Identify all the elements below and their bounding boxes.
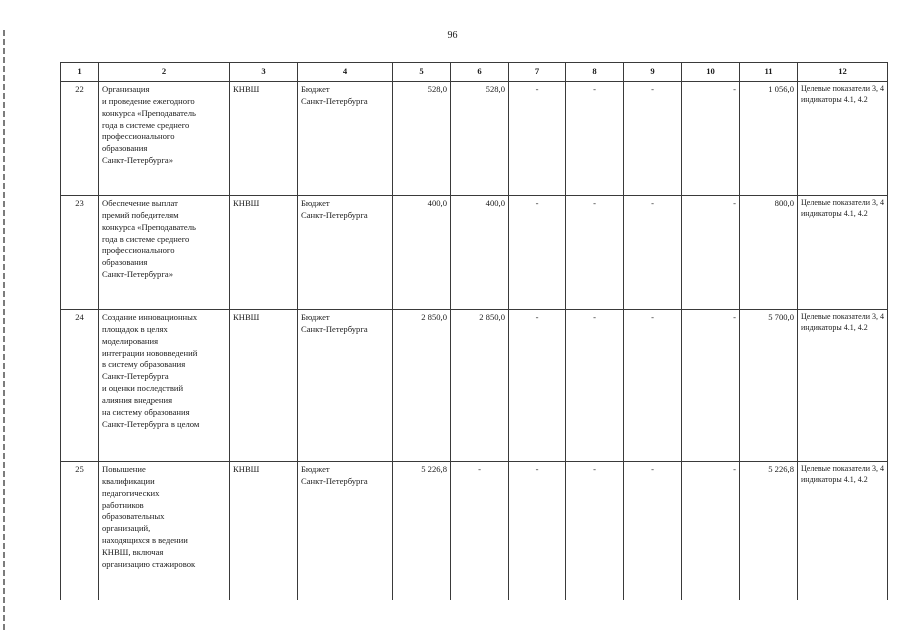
executor: КНВШ [230,310,298,462]
program-activities-table [60,62,888,600]
total-value: 5 226,8 [740,462,798,600]
value-col-9: - [624,462,682,600]
column-header: 3 [230,63,298,82]
value-col-10: - [682,82,740,196]
table-row [61,310,888,462]
value-col-10: - [682,310,740,462]
funding-source-line: Бюджет [301,84,330,94]
funding-source-line: Санкт-Петербурга [301,475,368,486]
value-col-8: - [566,196,624,310]
column-number-header-row [61,63,888,82]
activity-name-line: Организация [102,84,150,94]
value-col-5: 400,0 [393,196,451,310]
activity-name-line: Повышение [102,464,146,474]
activity-name-line: в систему образования [102,359,186,370]
table-row [61,462,888,600]
funding-source [298,462,393,600]
total-value: 1 056,0 [740,82,798,196]
row-number: 25 [61,462,99,600]
column-header: 6 [451,63,509,82]
table-row [61,82,888,196]
activity-name-line: образования [102,257,148,268]
funding-source-line: Бюджет [301,464,330,474]
funding-source-line: Бюджет [301,198,330,208]
activity-name-line: и оценки последствий [102,383,184,394]
activity-name-line: образовательных [102,511,165,522]
activity-name [99,82,230,196]
value-col-10: - [682,462,740,600]
total-value: 800,0 [740,196,798,310]
value-col-9: - [624,196,682,310]
funding-source [298,82,393,196]
activity-name-line: на систему образования [102,406,190,417]
activity-name-line: года в системе среднего [102,119,190,130]
activity-name [99,196,230,310]
target-indicators: Целевые показатели 3, 4 индикаторы 4.1, 4.2 [798,462,888,600]
column-header: 10 [682,63,740,82]
activity-name [99,462,230,600]
activity-name-line: образования [102,143,148,154]
activity-name-line: находящихся в ведении [102,535,188,546]
column-header: 9 [624,63,682,82]
activity-name-line: Создание инновационных [102,312,198,322]
activity-name-line: педагогических [102,487,160,498]
value-col-9: - [624,82,682,196]
activity-name-line: премий победителям [102,209,179,220]
scan-binding-edge [3,30,5,630]
column-header: 8 [566,63,624,82]
value-col-8: - [566,462,624,600]
activity-name-line: работников [102,499,144,510]
value-col-10: - [682,196,740,310]
value-col-6: 2 850,0 [451,310,509,462]
executor: КНВШ [230,462,298,600]
target-indicators: Целевые показатели 3, 4 индикаторы 4.1, 4.2 [798,310,888,462]
column-header: 2 [99,63,230,82]
activity-name-line: Санкт-Петербурга в целом [102,418,200,429]
activity-name-line: квалификации [102,475,155,486]
funding-source-line: Санкт-Петербурга [301,209,368,220]
activity-name-line: года в системе среднего [102,233,190,244]
activity-name-line: конкурса «Преподаватель [102,107,196,118]
row-number: 24 [61,310,99,462]
value-col-9: - [624,310,682,462]
activity-name-line: Санкт-Петербурга [102,371,169,382]
activity-name-line: Обеспечение выплат [102,198,178,208]
value-col-8: - [566,310,624,462]
value-col-6: 400,0 [451,196,509,310]
value-col-8: - [566,82,624,196]
column-header: 1 [61,63,99,82]
column-header: 4 [298,63,393,82]
activity-name-line: профессионального [102,245,175,256]
funding-source [298,310,393,462]
value-col-6: 528,0 [451,82,509,196]
activity-name-line: алияния внедрения [102,395,173,406]
activity-name-line: и проведение ежегодного [102,95,195,106]
activity-name-line: Санкт-Петербурга» [102,155,173,166]
activity-name-line: конкурса «Преподаватель [102,221,196,232]
activity-name-line: организацию стажировок [102,558,196,569]
value-col-7: - [509,462,566,600]
activity-name-line: Санкт-Петербурга» [102,269,173,280]
value-col-7: - [509,196,566,310]
page-number: 96 [447,30,458,41]
column-header: 12 [798,63,888,82]
activity-name-line: площадок в целях [102,323,168,334]
table-row [61,196,888,310]
value-col-5: 2 850,0 [393,310,451,462]
activity-name-line: организаций, [102,523,151,534]
activity-name [99,310,230,462]
funding-source [298,196,393,310]
executor: КНВШ [230,196,298,310]
value-col-6: - [451,462,509,600]
funding-source-line: Санкт-Петербурга [301,323,368,334]
activity-name-line: интеграции нововведений [102,347,198,358]
executor: КНВШ [230,82,298,196]
value-col-5: 5 226,8 [393,462,451,600]
activity-name-line: моделирования [102,335,159,346]
row-number: 22 [61,82,99,196]
value-col-5: 528,0 [393,82,451,196]
row-number: 23 [61,196,99,310]
target-indicators: Целевые показатели 3, 4 индикаторы 4.1, 4.2 [798,82,888,196]
column-header: 11 [740,63,798,82]
activity-name-line: КНВШ, включая [102,547,164,558]
column-header: 5 [393,63,451,82]
value-col-7: - [509,82,566,196]
activity-name-line: профессионального [102,131,175,142]
funding-source-line: Санкт-Петербурга [301,95,368,106]
target-indicators: Целевые показатели 3, 4 индикаторы 4.1, 4.2 [798,196,888,310]
total-value: 5 700,0 [740,310,798,462]
funding-source-line: Бюджет [301,312,330,322]
column-header: 7 [509,63,566,82]
value-col-7: - [509,310,566,462]
